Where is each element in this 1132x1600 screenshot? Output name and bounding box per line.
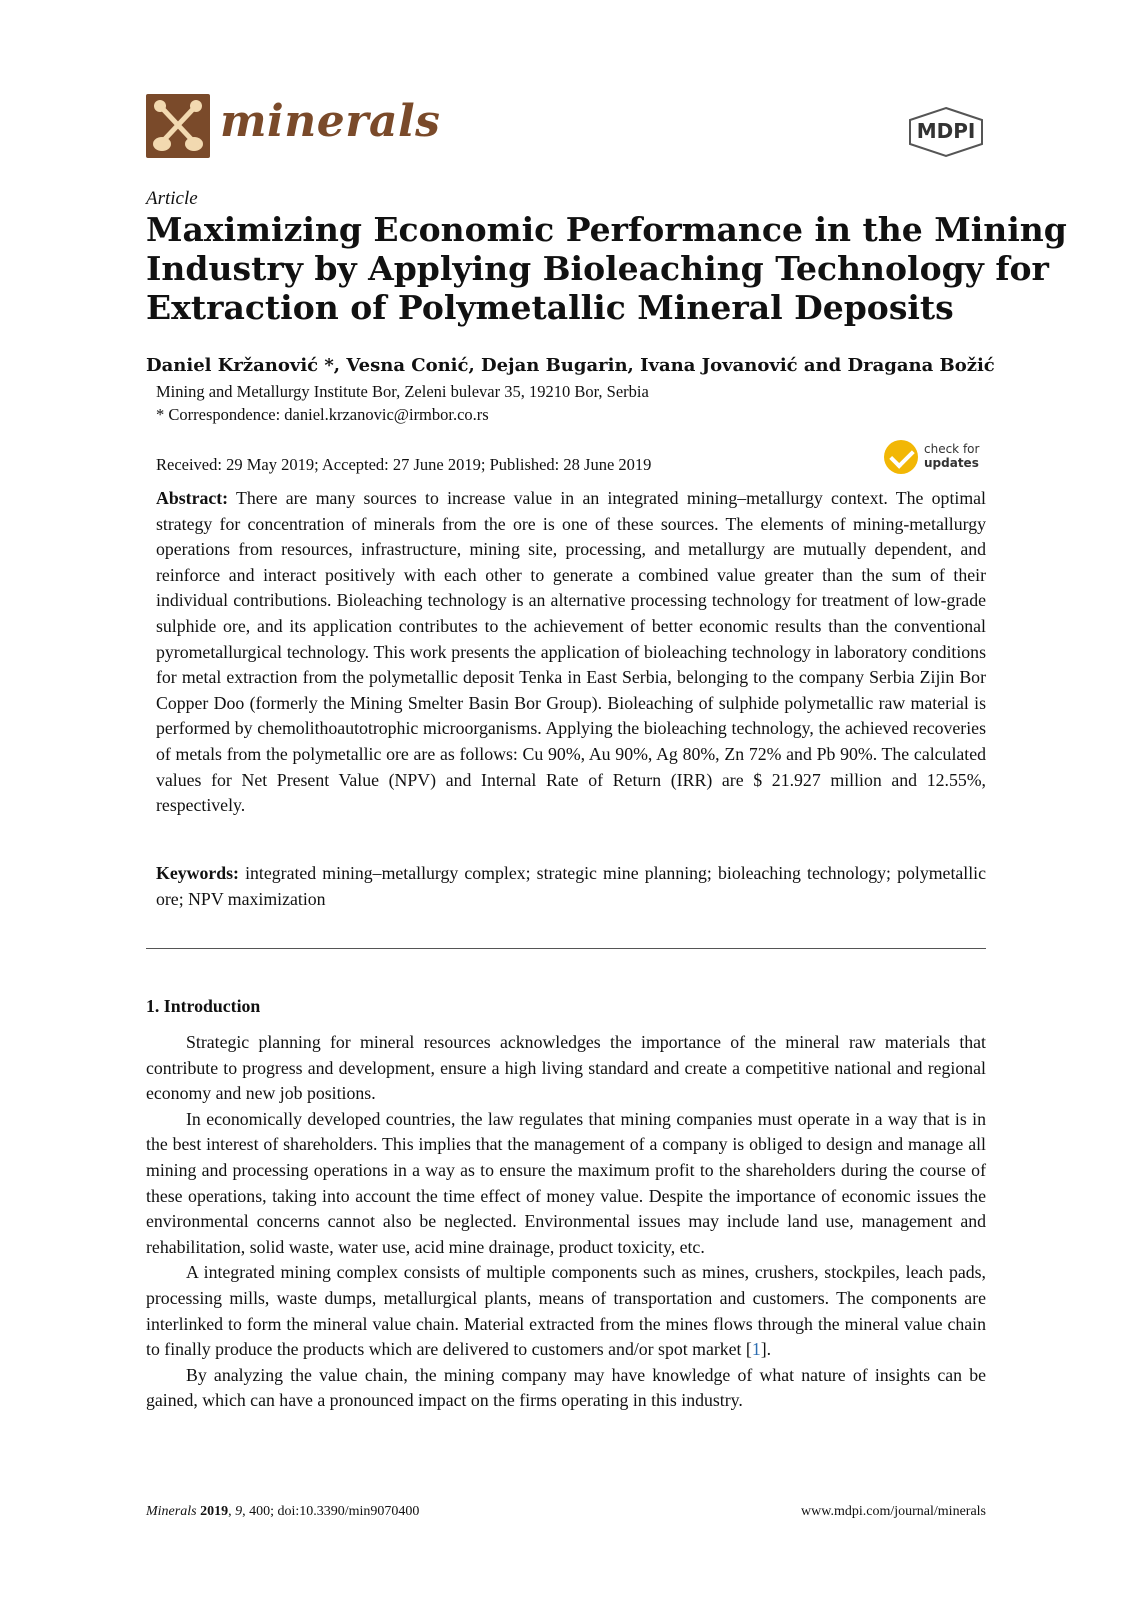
footer-year: 2019 <box>200 1504 229 1519</box>
abstract-text: There are many sources to increase value in an integrated mining–metallurgy context. The optimal strategy for concentration of minerals from the ore is one of these sources. The elements of mining-metallurgy operations from resources, infrastructure, mining site, processing, and metallurgy are mutually dependent, and reinforce and interact positively with each other to generate a combined value greater than the sum of their individual contributions. Bioleaching technology is an alternative processing technology for treatment of low-grade sulphide ore, and its application contributes to the achievement of better economic results than the conventional pyrometallurgical technology. This work presents the application of bioleaching technology in laboratory conditions for metal extraction from the polymetallic deposit Tenka in East Serbia, belonging to the company Serbia Zijin Bor Copper Doo (formerly the Mining Smelter Basin Bor Group). Bioleaching of sulphide polymetallic raw material is performed by chemolithoautotrophic microorganisms. Applying the bioleaching technology, the achieved recoveries of metals from the polymetallic ore are as follows: Cu 90%, Au 90%, Ag 80%, Zn 72% and Pb 90%. The calculated values for Net Present Value (NPV) and Internal Rate of Return (IRR) are $ 21.927 million and 12.55%, respectively. <box>156 488 986 816</box>
crossed-shovels-icon <box>146 94 210 158</box>
affiliation: Mining and Metallurgy Institute Bor, Zeleni bulevar 35, 19210 Bor, Serbia <box>156 382 649 401</box>
check-updates-line1: check for <box>924 442 980 456</box>
article-title <box>146 210 1067 327</box>
footer-journal: Minerals <box>146 1504 197 1519</box>
journal-name: minerals <box>220 96 441 147</box>
correspondence: * Correspondence: daniel.krzanovic@irmbor.co.rs <box>156 405 489 424</box>
publication-dates: Received: 29 May 2019; Accepted: 27 June 2019; Published: 28 June 2019 <box>156 455 652 474</box>
footer-doi: , 400; doi:10.3390/min9070400 <box>242 1504 420 1519</box>
section-body <box>146 1030 986 1414</box>
paragraph-text: ]. <box>760 1339 772 1360</box>
author-list: Daniel Kržanović *, Vesna Conić, Dejan Bugarin, Ivana Jovanović and Dragana Božić <box>146 355 995 376</box>
keywords-text: integrated mining–metallurgy complex; strategic mine planning; bioleaching technology; polymetallic ore; NPV maximization <box>156 863 986 909</box>
publisher-name: MDPI <box>916 119 976 143</box>
journal-logo <box>146 94 210 158</box>
check-circle-icon <box>884 440 918 474</box>
check-updates-line2: updates <box>924 456 979 470</box>
footer-citation: Minerals 2019, 9, 400; doi:10.3390/min9070400 <box>146 1504 420 1519</box>
title-line: Industry by Applying Bioleaching Technology for <box>146 249 1049 288</box>
title-line: Maximizing Economic Performance in the Mining <box>146 210 1067 249</box>
citation-link[interactable]: 1 <box>751 1339 761 1360</box>
title-line: Extraction of Polymetallic Mineral Deposits <box>146 288 954 327</box>
article-type: Article <box>146 188 198 209</box>
check-for-updates-badge[interactable] <box>884 438 994 478</box>
paragraph <box>146 1260 986 1362</box>
paragraph: In economically developed countries, the law regulates that mining companies must operate in a way that is in the best interest of shareholders. This implies that the management of a company is obliged to design and manage all mining and processing operations in a way as to ensure the maximum profit to the shareholders during the course of these operations, taking into account the time effect of money value. Despite the importance of economic issues the environmental concerns cannot also be neglected. Environmental issues may include land use, management and rehabilitation, solid waste, water use, acid mine drainage, product toxicity, etc. <box>146 1108 986 1257</box>
footer-volume: 9 <box>235 1504 243 1519</box>
paragraph: Strategic planning for mineral resources acknowledges the importance of the mineral raw materials that contribute to progress and development, ensure a high living standard and create a competitive national and regional economy and new job positions. <box>146 1032 986 1104</box>
publisher-logo <box>906 106 986 158</box>
paragraph-text: A integrated mining complex consists of multiple components such as mines, crushers, stockpiles, leach pads, processing mills, waste dumps, metallurgical plants, means of transportation and customers. The components are interlinked to form the mineral value chain. Material extracted from the mines flows through the mineral value chain to finally produce the products which are delivered to customers and/or spot market [ <box>146 1262 986 1360</box>
abstract-label: Abstract: <box>156 488 229 508</box>
section-divider <box>146 948 986 949</box>
abstract <box>156 486 986 819</box>
section-heading: 1. Introduction <box>146 996 261 1016</box>
paragraph: By analyzing the value chain, the mining company may have knowledge of what nature of insights can be gained, which can have a pronounced impact on the firms operating in this industry. <box>146 1364 986 1411</box>
keywords-label: Keywords: <box>156 863 239 883</box>
keywords <box>156 861 986 912</box>
footer-url[interactable]: www.mdpi.com/journal/minerals <box>801 1504 986 1519</box>
